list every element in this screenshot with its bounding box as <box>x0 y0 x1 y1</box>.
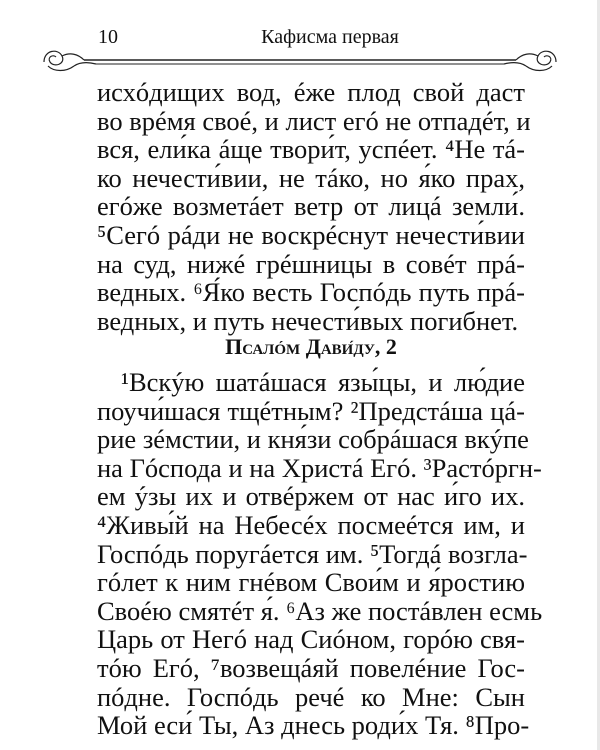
text-line: Своéю смятéт я́. ⁶Аз же постáвлен есмь <box>97 595 543 626</box>
text-line: гóлет к ним гнéвом Свои́м и я́ростию <box>97 567 525 598</box>
text-line: Царь от Негó над Сиóном, горóю свя- <box>97 624 525 655</box>
text-line: егóже возметáет ветр от лицá земли́. <box>97 191 525 222</box>
page-header <box>40 22 560 72</box>
text-line: вся, ели́ка áще твори́т, успéет. ⁴Не тá- <box>97 134 525 165</box>
text-line: во врéмя своé, и лист егó не отпадéт, и <box>97 105 531 136</box>
text-line: ⁵Сегó рáди не воскрéснут нечести́вии <box>97 219 525 250</box>
text-line: ко нечести́вии, не тáко, но я́ко прах, <box>97 162 525 193</box>
psalm-heading: Псалóм Дави́ду, 2 <box>225 334 397 359</box>
text-line: исхóдищих вод, éже плод свой даст <box>97 77 525 107</box>
text-line: ⁴Живы́й на Небесéх посмеéтся им, и <box>97 509 525 540</box>
text-line: на Гóспода и на Христá Егó. ³Растóргн- <box>97 452 542 483</box>
text-line: поучи́шася тщéтным? ²Предстáша цá- <box>97 395 525 426</box>
text-line: тóю Егó, ⁷возвещáяй повелéние Гос- <box>97 652 525 683</box>
text-block-psalm-1-ending <box>97 77 531 336</box>
text-line: пóдне. Госпóдь речé ко Мне: Сын <box>97 681 525 712</box>
text-line: Госпóдь поругáется им. ⁵Тогдá возгла- <box>97 538 528 569</box>
text-line: ведных. ⁶Я́ко весть Госпóдь путь прá- <box>97 277 525 308</box>
text-line: рие зéмстии, и кня́зи собрáшася вкýпе <box>97 424 529 455</box>
text-line: ведных, и путь нечести́вых погибнет. <box>97 305 519 336</box>
page-number: 10 <box>98 26 118 48</box>
text-line: ем ýзы их и отвéржем от нас и́го их. <box>97 481 525 512</box>
text-block-psalm-2 <box>97 367 543 741</box>
running-title: Кафисма первая <box>261 26 399 48</box>
text-line: на суд, нижé грéшницы в совéт прá- <box>97 248 525 279</box>
text-line: ¹Вскýю шатáшася язы́цы, и лю́дие <box>121 367 525 397</box>
text-line: Мой еси́ Ты, Аз днесь роди́х Тя. ⁸Про- <box>97 710 530 741</box>
